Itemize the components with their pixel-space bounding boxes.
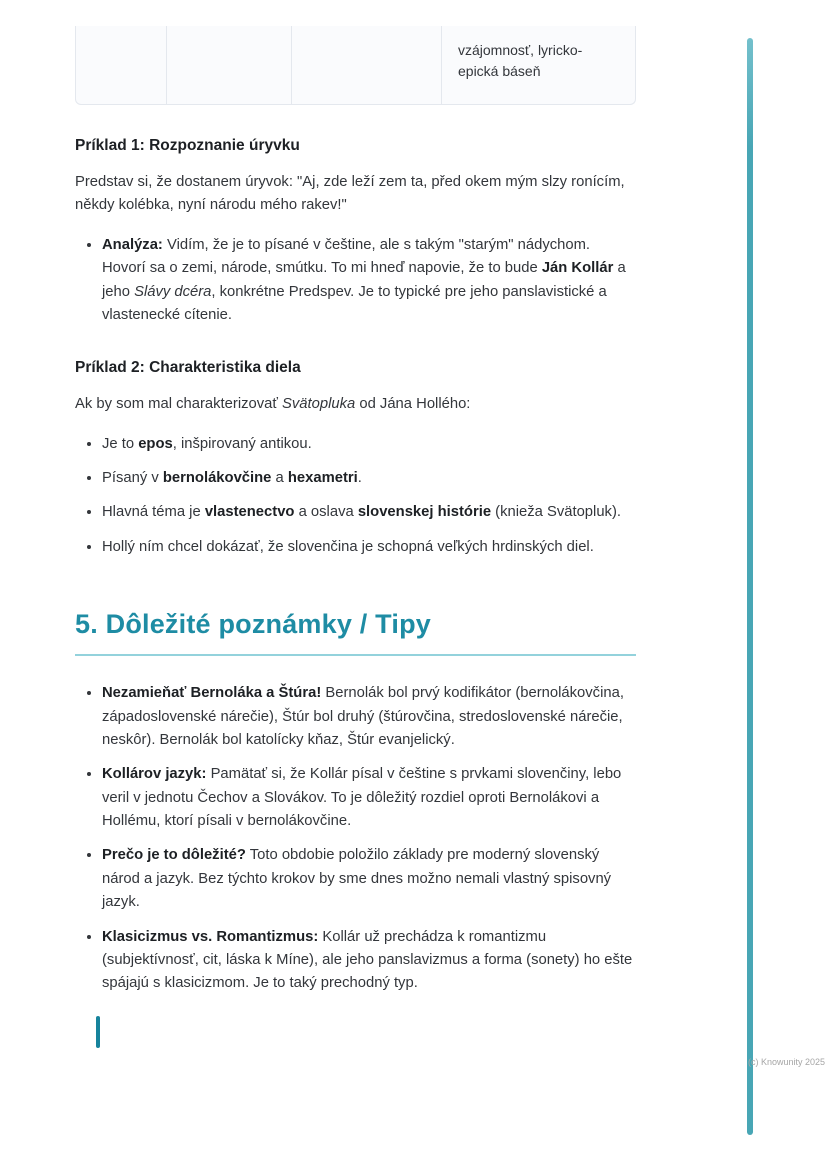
content-column	[75, 0, 636, 1048]
text-run: epos	[138, 435, 173, 452]
text-run: a oslava	[294, 504, 358, 521]
table-cell-text: vzájomnosť, lyricko-epická báseň	[458, 42, 583, 79]
example1-intro: Predstav si, že dostanem úryvok: "Aj, zde leží zem ta, před okem mým slzy ronícím, někdy kolébka, nyní národu mého rakev!"	[75, 174, 625, 214]
text-run: hexametri	[287, 470, 358, 486]
table-cell	[166, 26, 291, 104]
table-cell	[441, 26, 635, 104]
text-run: Toto obdobie položilo základy pre moderný slovenský národ a jazyk. Bez týchto krokov by sme dnes možno nemali vlastný spisovný jazyk.	[102, 847, 612, 911]
text-run: slovenskej histórie	[357, 504, 492, 521]
example2-heading: Príklad 2: Charakteristika diela	[75, 359, 301, 377]
text-run: a jeho	[102, 260, 626, 300]
list-item	[102, 682, 636, 752]
tips-list	[75, 682, 636, 996]
table-cell	[291, 26, 441, 104]
list-item	[102, 234, 636, 328]
text-run: Bernolák bol prvý kodifikátor (bernolákovčina, západoslovenské nárečie), Štúr bol druhý (štúrovčina, stredoslovenské nárečie, neskôr). Bernolák bol katolícky kňaz, Štúr evanjelický.	[102, 685, 624, 748]
text-run: Pamätať si, že Kollár písal v češtine s prvkami slovenčiny, lebo veril v jednotu Čechov a Slovákov. To je dôležitý rozdiel oproti Bernolákovi a Hollému, ktorí písali v bernolákovčine.	[102, 766, 622, 829]
list-item	[102, 467, 636, 490]
text-run: Hlavná téma je	[102, 504, 205, 521]
text-run: Kollárov jazyk:	[102, 766, 207, 783]
list-item	[102, 433, 636, 456]
copyright-credit: (c) Knowunity 2025	[747, 1057, 825, 1067]
scrollbar[interactable]	[747, 38, 753, 1135]
text-run: od Jána Hollého:	[355, 396, 471, 413]
text-run: Je to	[102, 435, 139, 452]
text-run: Prečo je to dôležité?	[102, 847, 246, 864]
text-run: Ak by som mal charakterizovať	[75, 396, 283, 413]
blockquote-fragment	[96, 1016, 100, 1048]
list-item	[102, 763, 636, 833]
example1-heading: Príklad 1: Rozpoznanie úryvku	[75, 137, 300, 154]
text-run: Analýza:	[102, 236, 163, 253]
text-run: Ján Kollár	[541, 260, 614, 277]
text-run: a	[271, 470, 288, 486]
text-run: Písaný v	[102, 470, 163, 486]
text-run: Vidím, že je to písané v češtine, ale s takým "starým" nádychom. Hovorí sa o zemi, národe, smútku. To mi hneď napovie, že to bude	[102, 236, 591, 277]
text-run: , konkrétne Predspev. Je to typické pre jeho panslavistické a vlastenecké cítenie.	[102, 283, 607, 323]
section-divider	[75, 654, 636, 656]
text-run: , inšpirovaný antikou.	[172, 435, 312, 452]
example2-intro	[75, 393, 636, 416]
text-run: Nezamieňať Bernoláka a Štúra!	[102, 685, 322, 702]
text-run: bernolákovčine	[162, 470, 272, 486]
list-item	[102, 501, 636, 524]
example1-list	[75, 234, 636, 328]
text-run: Slávy dcéra	[134, 283, 212, 300]
text-run: Hollý ním chcel dokázať, že slovenčina je schopná veľkých hrdinských diel.	[102, 538, 594, 555]
list-item	[102, 844, 636, 914]
list-item	[102, 926, 636, 996]
text-run: Klasicizmus vs. Romantizmus:	[102, 928, 319, 945]
example2-list	[75, 433, 636, 560]
text-run: vlastenectvo	[204, 504, 295, 521]
list-item	[102, 536, 636, 559]
text-run: Svätopluka	[282, 396, 356, 413]
section5-heading: 5. Dôležité poznámky / Tipy	[75, 609, 431, 640]
text-run: .	[357, 470, 362, 486]
table-fragment	[75, 26, 636, 105]
text-run: (knieža Svätopluk).	[491, 504, 621, 521]
table-cell	[76, 26, 166, 104]
text-run: Kollár už prechádza k romantizmu (subjektívnosť, cit, láska k Míne), ale jeho panslavizmus a forma (sonety) ho ešte spájajú s klasicizmom. Je to taký prechodný typ.	[102, 928, 633, 992]
